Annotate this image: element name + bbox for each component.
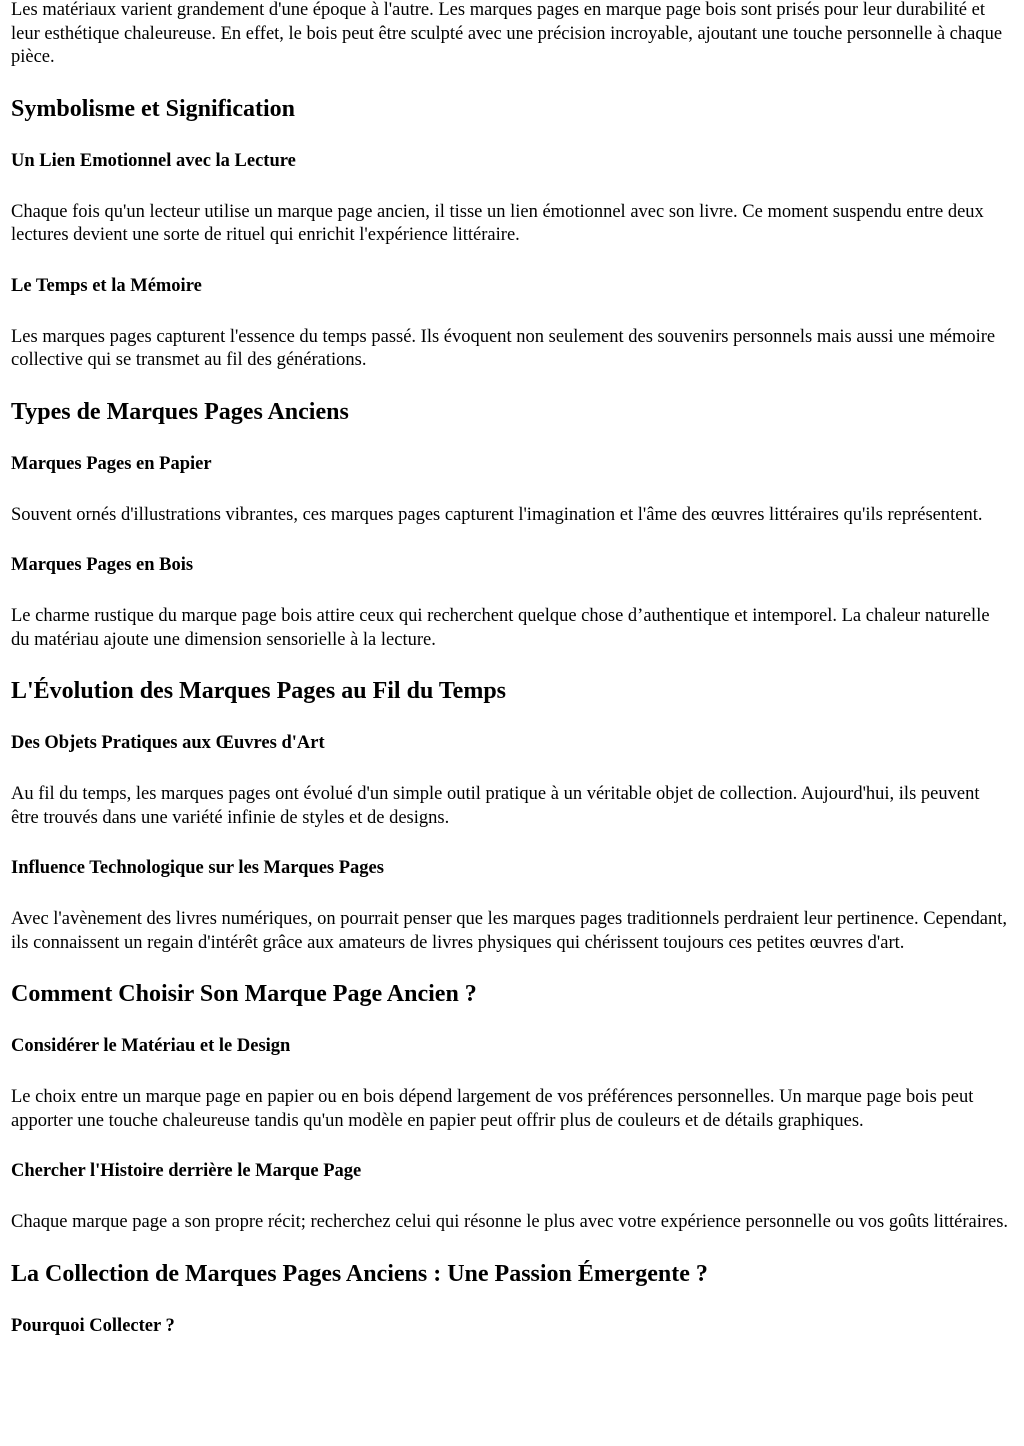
subsection-heading-influence-technologique: Influence Technologique sur les Marques Pages (11, 858, 384, 878)
subsection-heading-papier: Marques Pages en Papier (11, 453, 212, 474)
section-heading-symbolisme: Symbolisme et Signification (11, 95, 296, 122)
paragraph-lien-emotionnel: Chaque fois qu'un lecteur utilise un marque page ancien, il tisse un lien émotionnel avec son livre. Ce moment suspendu entre deux lectures devient une sorte de rituel qui enrichit l'expérience littéraire. (11, 201, 984, 245)
subsection-heading-materiau-design: Considérer le Matériau et le Design (11, 1036, 291, 1056)
section-heading-choisir: Comment Choisir Son Marque Page Ancien ? (11, 981, 477, 1007)
paragraph-bois: Le charme rustique du marque page bois attire ceux qui recherchent quelque chose d’authentique et intemporel. La chaleur naturelle du matériau ajoute une dimension sensorielle à la lecture. (11, 606, 990, 650)
paragraph-influence-technologique: Avec l'avènement des livres numériques, on pourrait penser que les marques pages traditionnels perdraient leur pertinence. Cependant, ils connaissent un regain d'intérêt grâce aux amateurs de livres physiques qui chérissent toujours ces petites œuvres d'art. (11, 909, 1007, 953)
paragraph-temps-memoire: Les marques pages capturent l'essence du temps passé. Ils évoquent non seulement des souvenirs personnels mais aussi une mémoire collective qui se transmet au fil des générations. (11, 326, 996, 370)
paragraph-histoire: Chaque marque page a son propre récit; recherchez celui qui résonne le plus avec votre expérience personnelle ou vos goûts littéraires. (11, 1212, 1009, 1232)
section-heading-types: Types de Marques Pages Anciens (11, 398, 349, 425)
subsection-heading-lien-emotionnel: Un Lien Emotionnel avec la Lecture (11, 150, 296, 171)
intro-paragraph: Les matériaux varient grandement d'une époque à l'autre. Les marques pages en marque page bois sont prisés pour leur durabilité et leur esthétique chaleureuse. En effet, le bois peut être sculpté avec une précision incroyable, ajoutant une touche personnelle à chaque pièce. (11, 0, 1003, 67)
subsection-heading-objets-pratiques: Des Objets Pratiques aux Œuvres d'Art (11, 733, 325, 753)
subsection-heading-pourquoi-collecter: Pourquoi Collecter ? (11, 1315, 175, 1336)
subsection-heading-temps-memoire: Le Temps et la Mémoire (11, 275, 202, 296)
section-heading-evolution: L'Évolution des Marques Pages au Fil du Temps (11, 678, 506, 704)
paragraph-materiau-design: Le choix entre un marque page en papier ou en bois dépend largement de vos préférences personnelles. Un marque page bois peut apporter une touche chaleureuse tandis qu'un modèle en papier peut offrir plus de couleurs et de détails graphiques. (11, 1087, 974, 1131)
section-heading-collection: La Collection de Marques Pages Anciens : Une Passion Émergente ? (11, 1260, 708, 1287)
paragraph-papier: Souvent ornés d'illustrations vibrantes, ces marques pages capturent l'imagination et l'âme des œuvres littéraires qu'ils représentent. (11, 504, 983, 525)
article-body (11, 0, 1011, 1338)
paragraph-objets-pratiques: Au fil du temps, les marques pages ont évolué d'un simple outil pratique à un véritable objet de collection. Aujourd'hui, ils peuvent être trouvés dans une variété infinie de styles et de designs. (11, 784, 980, 828)
subsection-heading-histoire: Chercher l'Histoire derrière le Marque Page (11, 1161, 362, 1181)
subsection-heading-bois: Marques Pages en Bois (11, 555, 194, 575)
